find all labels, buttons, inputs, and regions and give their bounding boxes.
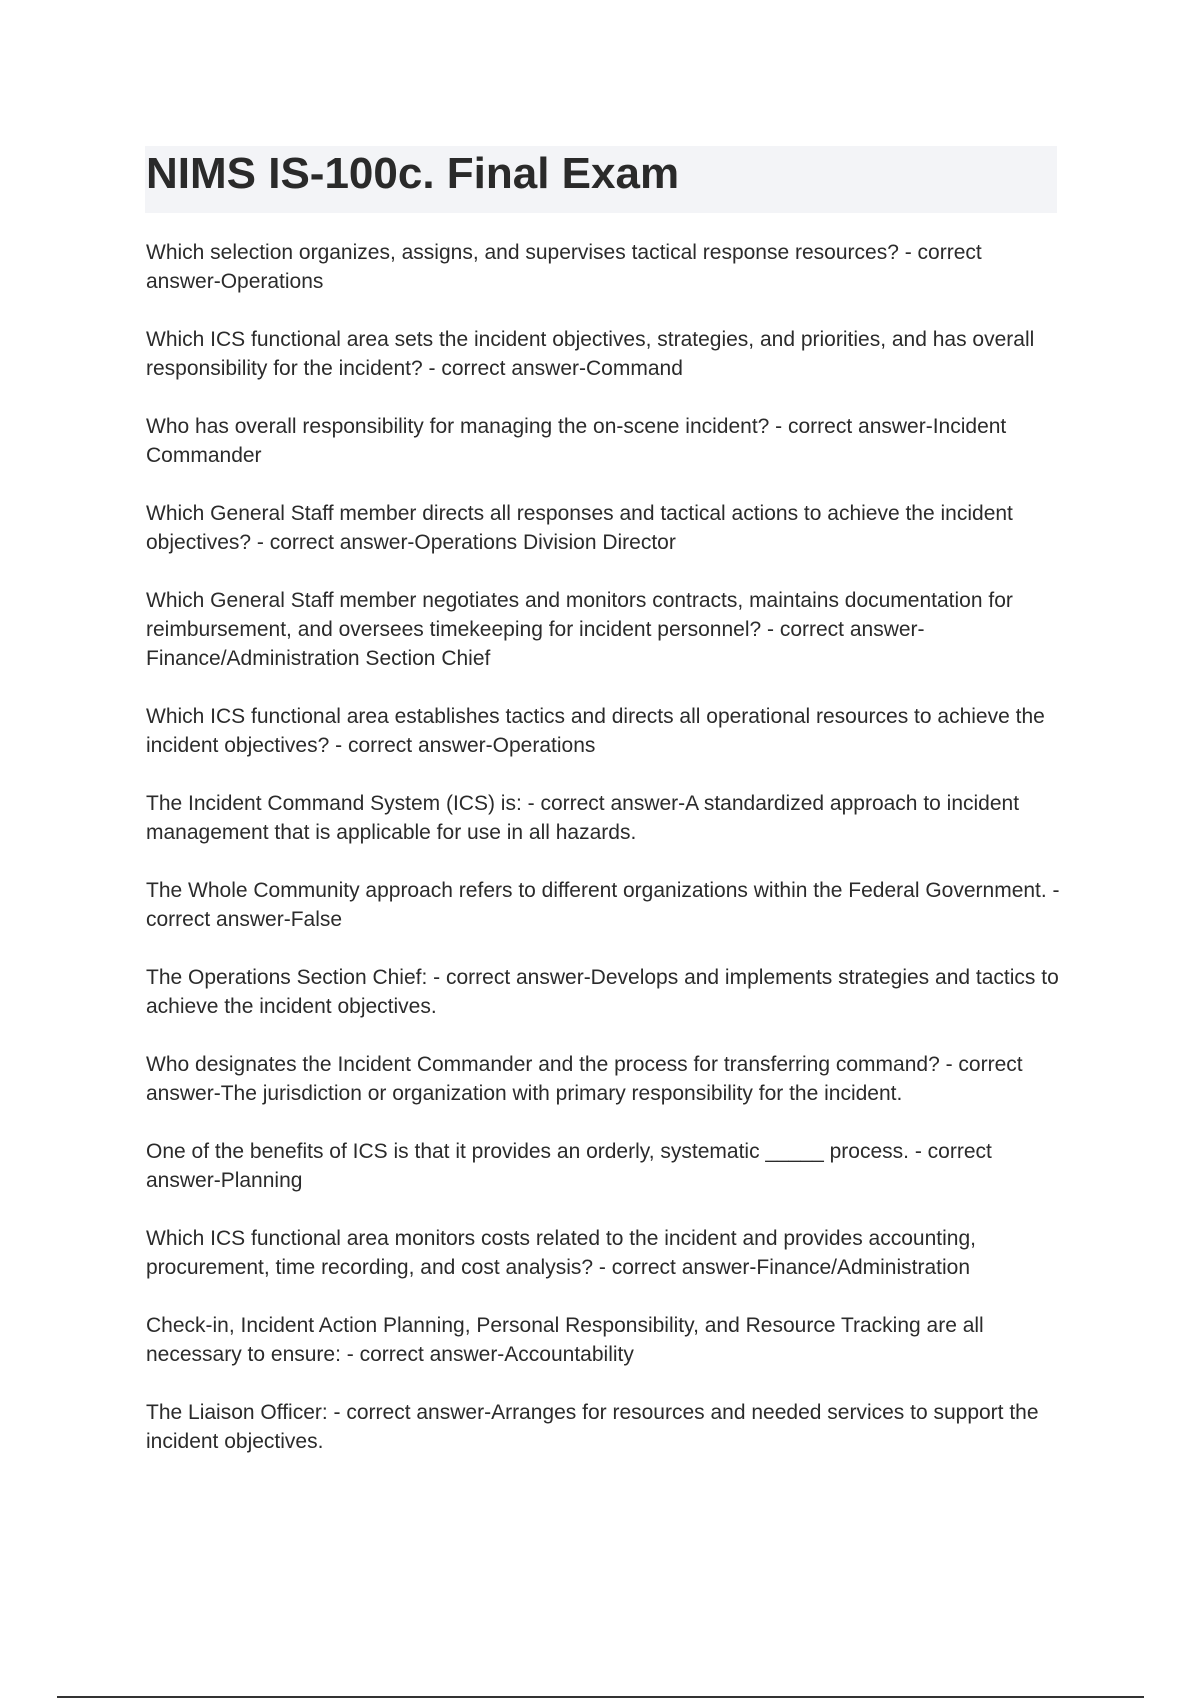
qa-item: Which ICS functional area monitors costs related to the incident and provides accounting, procurement, time recording, and cost analysis? - correct answer-Finance/Administration	[146, 1227, 976, 1279]
qa-item: Who designates the Incident Commander and the process for transferring command? - correct answer-The jurisdiction or organization with primary responsibility for the incident.	[146, 1053, 1023, 1105]
qa-item: The Liaison Officer: - correct answer-Arranges for resources and needed services to support the incident objectives.	[146, 1401, 1039, 1453]
qa-item: Which ICS functional area sets the incident objectives, strategies, and priorities, and has overall responsibility for the incident? - correct answer-Command	[146, 328, 1035, 380]
page-title: NIMS IS-100c. Final Exam	[146, 149, 680, 198]
footer-divider	[57, 1696, 1144, 1698]
qa-item: Which ICS functional area establishes tactics and directs all operational resources to achieve the incident objectives? - correct answer-Operations	[146, 705, 1045, 757]
qa-item: The Whole Community approach refers to different organizations within the Federal Government. - correct answer-False	[146, 879, 1060, 931]
qa-item: Who has overall responsibility for managing the on-scene incident? - correct answer-Incident Commander	[146, 415, 1007, 467]
qa-list	[146, 238, 1061, 1485]
qa-item: Which General Staff member directs all responses and tactical actions to achieve the incident objectives? - correct answer-Operations Division Director	[146, 502, 1013, 554]
qa-item: The Incident Command System (ICS) is: - correct answer-A standardized approach to incident management that is applicable for use in all hazards.	[146, 792, 1020, 844]
qa-item: One of the benefits of ICS is that it provides an orderly, systematic _____ process. - correct answer-Planning	[146, 1140, 992, 1192]
qa-item: Which selection organizes, assigns, and supervises tactical response resources? - correct answer-Operations	[146, 241, 982, 293]
qa-item: Which General Staff member negotiates and monitors contracts, maintains documentation for reimbursement, and oversees timekeeping for incident personnel? - correct answer-Finance/Administration Section Chief	[146, 589, 1013, 670]
qa-item: Check-in, Incident Action Planning, Personal Responsibility, and Resource Tracking are all necessary to ensure: - correct answer-Accountability	[146, 1314, 984, 1366]
qa-item: The Operations Section Chief: - correct answer-Develops and implements strategies and tactics to achieve the incident objectives.	[146, 966, 1059, 1018]
